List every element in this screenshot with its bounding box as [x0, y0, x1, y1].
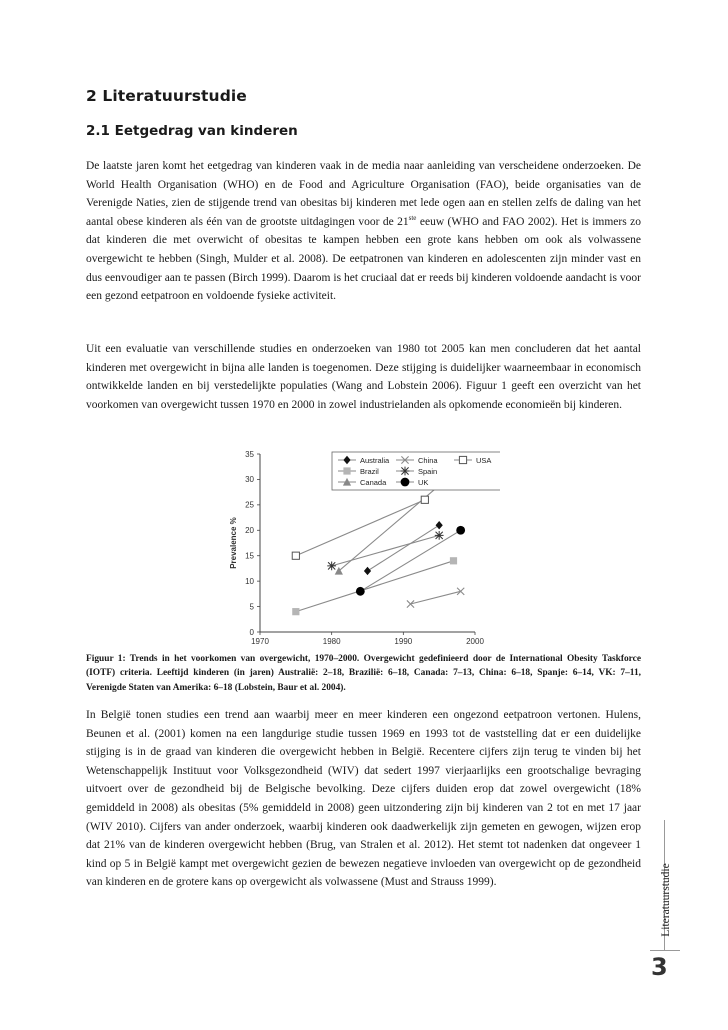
legend-marker-uk — [401, 478, 410, 487]
data-point-spain — [327, 561, 336, 570]
legend-label-usa: USA — [476, 455, 492, 465]
subsection-heading: 2.1 Eetgedrag van kinderen — [86, 123, 298, 139]
x-tick-label: 1980 — [322, 637, 341, 646]
data-point-uk — [356, 587, 365, 596]
series-line-canada — [339, 479, 446, 571]
series-line-china — [411, 591, 461, 604]
y-axis-label: Prevalence % — [229, 517, 238, 569]
data-point-china — [457, 588, 464, 595]
data-point-brazil — [450, 557, 457, 564]
legend-label-canada: Canada — [360, 477, 387, 487]
x-tick-label: 1970 — [251, 637, 269, 646]
data-point-brazil — [292, 608, 299, 615]
data-point-china — [407, 600, 414, 607]
series-line-brazil — [296, 561, 454, 612]
data-point-australia — [436, 521, 443, 529]
y-tick-label: 35 — [245, 449, 254, 459]
data-point-usa — [292, 552, 299, 559]
paragraph-3: In België tonen studies een trend aan waarbij meer en meer kinderen een ongezond eetpatroon vertonen. Hulens, Beunen et al. (2001) komen na een langdurige studie tussen 1969 en 1993 tot de vaststelling dat er een duidelijke stijging is in de graad van kinderen die overgewicht hebben in België. Recentere cijfers zijn terug te vinden bij het Wetenschappelijk Instituut voor Volksgezondheid (WIV) dat sedert 1997 vierjaarlijks een grootschalige bevraging uitvoert over de gezondheid bij de Belgische bevolking. Deze cijfers duiden erop dat zowel overgewicht (18% gemiddeld in 2008) als obesitas (5% gemiddeld in 2008) geen uitzondering zijn bij kinderen van 2 tot en met 17 jaar (WIV 2010). Cijfers van ander onderzoek, waarbij kinderen ook daadwerkelijk zijn gemeten en gewogen, wijzen erop dat 21% van de kinderen overgewicht hebben (Brug, van Stralen et al. 2012). Het stemt tot nadenken dat ongeveer 1 kind op 5 in België kampt met overgewicht gezien de bewezen negatieve invloeden van overgewicht op de gezondheid van kinderen en de grotere kans op overgewicht als volwassene (Must and Strauss 1999). — [86, 709, 641, 889]
page-number-divider — [650, 950, 680, 951]
legend-label-china: China — [418, 455, 438, 465]
y-tick-label: 5 — [249, 602, 254, 612]
y-tick-label: 10 — [245, 576, 254, 586]
data-point-spain — [435, 531, 444, 540]
data-point-uk — [456, 526, 465, 535]
y-tick-label: 20 — [245, 526, 254, 536]
paragraph-1-superscript: ste — [408, 213, 417, 222]
figure-caption: Figuur 1: Trends in het voorkomen van overgewicht, 1970–2000. Overgewicht gedefinieerd door de International Obesity Taskforce (IOTF) criteria. Leeftijd kinderen (in jaren) Australië: 2–18, Brazilië: 6–18, Canada: 7–13, China: 6–18, Spanje: 6–14, VK: 7–11, Verenigde Staten van Amerika: 6–18 (Lobstein, Baur et al. 2004). — [86, 654, 641, 693]
prevalence-chart — [220, 444, 500, 654]
page-number: 3 — [651, 953, 668, 981]
paragraph-2: Uit een evaluatie van verschillende studies en onderzoeken van 1980 tot 2005 kan men concluderen dat het aantal kinderen met overgewicht in bijna alle landen is toegenomen. Deze stijging is duidelijker waarneembaar in economisch ontwikkelde landen en bij verstedelijkte populaties (Wang and Lobstein 2006). Figuur 1 geeft een overzicht van het voorkomen van overgewicht tussen 1970 en 2000 in zowel industrielanden als opkomende economieën bij kinderen. — [86, 343, 641, 411]
series-line-spain — [332, 535, 440, 566]
data-point-usa — [421, 496, 428, 503]
figure-1 — [220, 444, 500, 654]
series-line-australia — [368, 525, 440, 571]
legend-label-australia: Australia — [360, 455, 390, 465]
side-label: Literatuurstudie — [660, 863, 672, 937]
paragraph-1-text-continued: eeuw (WHO and FAO 2002). Het is immers zo dat kinderen die met overwicht of obesitas te kampen hebben een grote kans hebben om ook als volwassene overgewicht te hebben (Singh, Mulder et al. 2008). De eetpatronen van kinderen en adolescenten zijn minder vast en dus eenvoudiger aan te passen (Birch 1999). Daarom is het cruciaal dat er reeds bij kinderen voldoende aandacht is voor een gezond eetpatroon en voldoende fysieke activiteit. — [86, 215, 641, 303]
legend-label-uk: UK — [418, 477, 429, 487]
legend-marker-brazil — [343, 467, 350, 474]
data-point-australia — [364, 567, 371, 575]
legend-marker-spain — [401, 467, 410, 476]
paragraph-1-text: De laatste jaren komt het eetgedrag van kinderen vaak in de media naar aanleiding van verscheidene onderzoeken. De World Health Organisation (WHO) en de Food and Agriculture Organisation (FAO), beide organisaties van de Verenigde Naties, zien de stijgende trend van obesitas bij kinderen met lede ogen aan en stellen zelfs de daling van het aantal obese kinderen als één van de grootste uitdagingen voor de 21 — [86, 160, 641, 228]
x-tick-label: 2000 — [466, 637, 484, 646]
y-tick-label: 25 — [245, 500, 254, 510]
paragraph-1 — [86, 157, 641, 306]
y-tick-label: 30 — [245, 475, 254, 485]
x-tick-label: 1990 — [394, 637, 413, 646]
y-tick-label: 0 — [249, 627, 254, 637]
legend-box — [332, 452, 500, 490]
side-label-box — [650, 850, 684, 950]
section-heading: 2 Literatuurstudie — [86, 87, 247, 105]
legend-label-brazil: Brazil — [360, 466, 379, 476]
legend-marker-usa — [459, 456, 466, 463]
legend-label-spain: Spain — [418, 466, 438, 476]
y-tick-label: 15 — [245, 551, 254, 561]
